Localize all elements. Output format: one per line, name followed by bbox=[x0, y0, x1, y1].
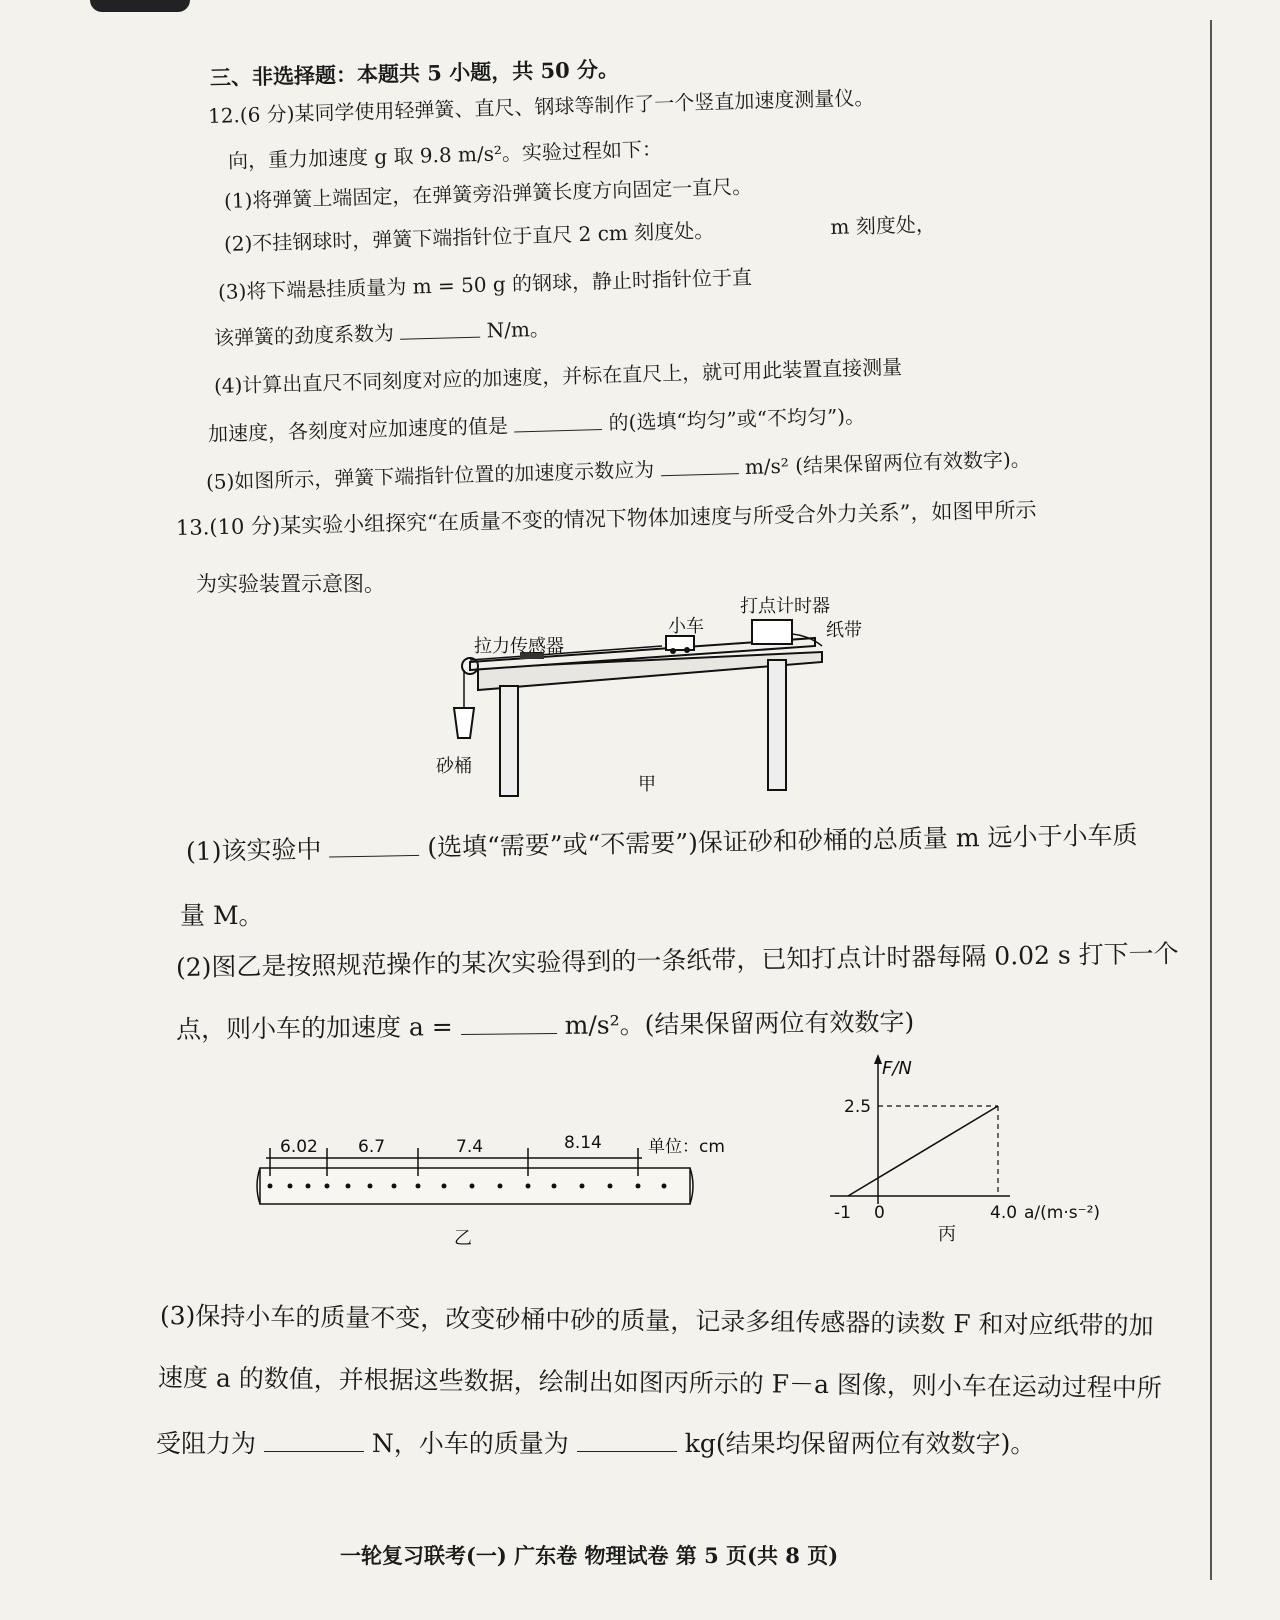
q13-p1-pre: (1)该实验中 bbox=[185, 834, 322, 866]
q13-p2-b-post: m/s²。(结果保留两位有效数字) bbox=[564, 1007, 915, 1040]
label-cart: 小车 bbox=[668, 616, 704, 637]
q13-p3-c-post: kg(结果均保留两位有效数字)。 bbox=[684, 1429, 1036, 1458]
q12-step5-pre: (5)如图所示，弹簧下端指针位置的加速度示数应为 bbox=[205, 457, 655, 494]
q12-step3-b bbox=[214, 313, 551, 351]
cart bbox=[666, 636, 694, 650]
q13-p2-a: (2)图乙是按照规范操作的某次实验得到的一条纸带，已知打点计时器每隔 0.02 s 打下一个 bbox=[175, 939, 1179, 982]
q13-intro-b: 为实验装置示意图。 bbox=[196, 572, 385, 596]
answer-blank-spring-constant[interactable] bbox=[400, 317, 481, 340]
q13-p2-b bbox=[176, 1002, 914, 1046]
q12-step3-b-pre: 该弹簧的劲度系数为 bbox=[213, 320, 395, 350]
q12-step5 bbox=[206, 443, 1032, 495]
tick-origin: 0 bbox=[874, 1203, 885, 1223]
q12-step1: (1)将弹簧上端固定，在弹簧旁沿弹簧长度方向固定一直尺。 bbox=[223, 174, 753, 213]
page-margin-line bbox=[1210, 20, 1212, 1580]
q12-step3-b-post: N/m。 bbox=[486, 316, 551, 343]
q12-step4-a: (4)计算出直尺不同刻度对应的加速度，并标在直尺上，就可用此装置直接测量 bbox=[213, 354, 903, 398]
ticker-timer bbox=[752, 620, 792, 644]
answer-blank-cart-mass[interactable] bbox=[577, 1426, 677, 1452]
apparatus-diagram bbox=[430, 590, 870, 810]
section-title: 三、非选择题：本题共 5 小题，共 50 分。 bbox=[209, 56, 620, 90]
cart-wheel bbox=[684, 647, 690, 653]
answer-blank-need[interactable] bbox=[329, 830, 419, 858]
label-bucket: 砂桶 bbox=[436, 756, 472, 777]
q13-intro-a: 13.(10 分)某实验小组探究“在质量不变的情况下物体加速度与所受合外力关系”，如图甲所示 bbox=[175, 497, 1037, 540]
answer-blank-acceleration-reading[interactable] bbox=[660, 453, 739, 476]
q12-step2-tail: m 刻度处， bbox=[830, 212, 937, 240]
tape-unit: 单位：cm bbox=[648, 1137, 725, 1157]
segment-4-length: 8.14 bbox=[564, 1133, 602, 1153]
scan-corner-shadow bbox=[90, 0, 190, 12]
q13-p3-a: (3)保持小车的质量不变，改变砂桶中砂的质量，记录多组传感器的读数 F 和对应纸带的加 bbox=[159, 1301, 1154, 1341]
q12-step2 bbox=[224, 208, 937, 257]
q12-step4-b-post: 的(选填“均匀”或“不均匀”)。 bbox=[608, 403, 866, 435]
q13-p3-c-pre: 受阻力为 bbox=[156, 1429, 257, 1458]
q12-step2-text: (2)不挂钢球时，弹簧下端指针位于直尺 2 cm 刻度处。 bbox=[223, 218, 715, 256]
q12-line1: 12.(6 分)某同学使用轻弹簧、直尺、钢球等制作了一个竖直加速度测量仪。 bbox=[207, 85, 875, 128]
label-timer: 打点计时器 bbox=[740, 596, 830, 617]
caption-yi: 乙 bbox=[454, 1228, 472, 1249]
q13-p1-b: 量 M。 bbox=[180, 901, 264, 930]
q13-p3-c-mid: N，小车的质量为 bbox=[371, 1429, 569, 1458]
segment-1-length: 6.02 bbox=[280, 1137, 318, 1157]
tick-x-neg1: -1 bbox=[834, 1203, 851, 1223]
f-a-graph bbox=[820, 1048, 1140, 1258]
x-axis-label: a/(m·s⁻²) bbox=[1024, 1203, 1101, 1223]
answer-blank-cart-acceleration[interactable] bbox=[461, 1008, 557, 1035]
q12-step5-post: m/s² (结果保留两位有效数字)。 bbox=[744, 446, 1032, 479]
paper-tape-diagram bbox=[250, 1120, 770, 1250]
table-leg-left bbox=[500, 686, 518, 796]
sand-bucket-icon bbox=[454, 708, 474, 738]
q12-step4-b bbox=[208, 400, 866, 447]
cart-wheel bbox=[670, 648, 676, 654]
caption-bing: 丙 bbox=[938, 1224, 956, 1245]
answer-blank-uniform[interactable] bbox=[514, 409, 603, 432]
tick-y-2-5: 2.5 bbox=[844, 1097, 872, 1117]
page-footer: 一轮复习联考(一) 广东卷 物理试卷 第 5 页(共 8 页) bbox=[340, 1543, 839, 1568]
q13-p2-b-pre: 点，则小车的加速度 a = bbox=[175, 1012, 453, 1044]
label-sensor: 拉力传感器 bbox=[474, 636, 564, 657]
q13-p3-b: 速度 a 的数值，并根据这些数据，绘制出如图丙所示的 F－a 图像，则小车在运动过程中所 bbox=[157, 1363, 1163, 1403]
segment-2-length: 6.7 bbox=[358, 1137, 386, 1157]
q12-step4-b-pre: 加速度，各刻度对应加速度的值是 bbox=[207, 413, 509, 446]
segment-3-length: 7.4 bbox=[456, 1137, 484, 1157]
table-leg-right bbox=[768, 660, 786, 790]
q12-line2: 向，重力加速度 g 取 9.8 m/s²。实验过程如下： bbox=[227, 136, 663, 173]
caption-jia: 甲 bbox=[638, 774, 656, 795]
answer-blank-resistance[interactable] bbox=[264, 1426, 364, 1452]
tick-x-4: 4.0 bbox=[990, 1203, 1018, 1223]
q13-p3-c bbox=[156, 1424, 1035, 1460]
label-tape: 纸带 bbox=[826, 620, 862, 641]
q12-step3-a: (3)将下端悬挂质量为 m = 50 g 的钢球，静止时指针位于直 bbox=[217, 265, 753, 304]
q13-p1-post: (选填“需要”或“不需要”)保证砂和砂桶的总质量 m 远小于小车质 bbox=[427, 820, 1138, 862]
q13-p1 bbox=[186, 815, 1138, 868]
y-axis-label: F/N bbox=[882, 1058, 912, 1079]
f-a-data-line bbox=[848, 1106, 998, 1196]
